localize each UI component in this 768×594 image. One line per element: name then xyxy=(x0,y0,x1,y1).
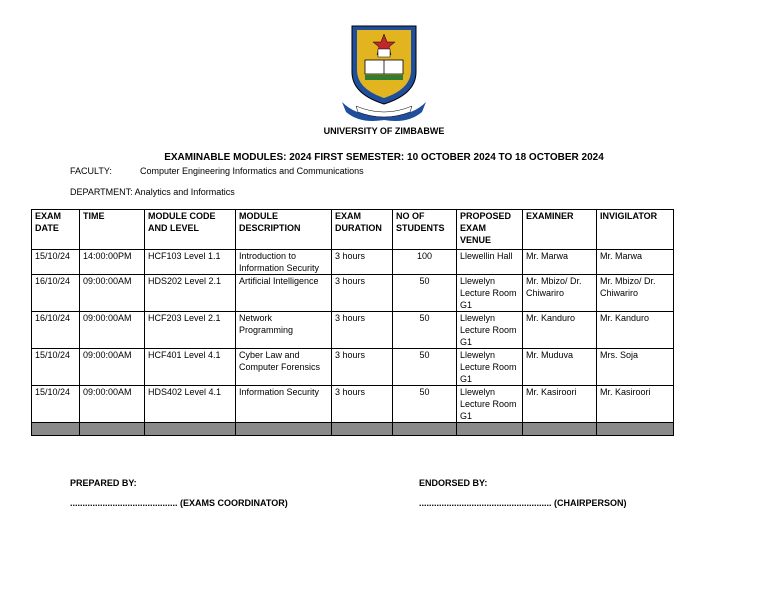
footer-cell xyxy=(236,423,332,436)
students-cell: 50 xyxy=(393,386,457,423)
exam-date-cell: 15/10/24 xyxy=(32,386,80,423)
module-description-cell: Network Programming xyxy=(236,312,332,349)
table-row xyxy=(32,386,674,423)
students-cell: 50 xyxy=(393,312,457,349)
page-title: EXAMINABLE MODULES: 2024 FIRST SEMESTER: 10 OCTOBER 2024 TO 18 OCTOBER 2024 xyxy=(164,152,604,163)
exam-date-cell: 15/10/24 xyxy=(32,250,80,275)
venue-cell: Llewelyn Lecture Room G1 xyxy=(457,386,523,423)
time-cell: 09:00:00AM xyxy=(80,275,145,312)
duration-cell: 3 hours xyxy=(332,250,393,275)
endorsed-by-label: ENDORSED BY: xyxy=(419,478,488,488)
students-cell: 50 xyxy=(393,349,457,386)
duration-cell: 3 hours xyxy=(332,312,393,349)
column-header: INVIGILATOR xyxy=(597,210,674,250)
column-header: TIME xyxy=(80,210,145,250)
table-row xyxy=(32,250,674,275)
column-header: NO OF STUDENTS xyxy=(393,210,457,250)
column-header: EXAM DATE xyxy=(32,210,80,250)
invigilator-cell: Mr. Mbizo/ Dr. Chiwariro xyxy=(597,275,674,312)
table-row xyxy=(32,312,674,349)
invigilator-cell: Mrs. Soja xyxy=(597,349,674,386)
table-row xyxy=(32,349,674,386)
module-code-cell: HDS402 Level 4.1 xyxy=(145,386,236,423)
table-row xyxy=(32,275,674,312)
venue-cell: Llewelyn Lecture Room G1 xyxy=(457,275,523,312)
students-cell: 100 xyxy=(393,250,457,275)
department-line: DEPARTMENT: Analytics and Informatics xyxy=(70,187,235,197)
exam-schedule-table xyxy=(31,209,674,436)
examiner-cell: Mr. Mbizo/ Dr. Chiwariro xyxy=(523,275,597,312)
time-cell: 09:00:00AM xyxy=(80,386,145,423)
time-cell: 09:00:00AM xyxy=(80,349,145,386)
examiner-cell: Mr. Muduva xyxy=(523,349,597,386)
invigilator-cell: Mr. Kanduro xyxy=(597,312,674,349)
column-header: EXAM DURATION xyxy=(332,210,393,250)
endorsed-by-signature-line: ..................................................... (CHAIRPERSON) xyxy=(419,498,627,508)
time-cell: 14:00:00PM xyxy=(80,250,145,275)
prepared-by-signature-line: ........................................... (EXAMS COORDINATOR) xyxy=(70,498,288,508)
module-description-cell: Introduction to Information Security xyxy=(236,250,332,275)
module-description-cell: Cyber Law and Computer Forensics xyxy=(236,349,332,386)
column-header: MODULE DESCRIPTION xyxy=(236,210,332,250)
module-code-cell: HCF103 Level 1.1 xyxy=(145,250,236,275)
footer-cell xyxy=(145,423,236,436)
exam-date-cell: 16/10/24 xyxy=(32,312,80,349)
university-crest-icon xyxy=(338,22,430,122)
footer-cell xyxy=(332,423,393,436)
students-cell: 50 xyxy=(393,275,457,312)
time-cell: 09:00:00AM xyxy=(80,312,145,349)
table-footer-row xyxy=(32,423,674,436)
examiner-cell: Mr. Marwa xyxy=(523,250,597,275)
university-name: UNIVERSITY OF ZIMBABWE xyxy=(323,126,445,136)
footer-cell xyxy=(523,423,597,436)
examiner-cell: Mr. Kasiroori xyxy=(523,386,597,423)
prepared-by-label: PREPARED BY: xyxy=(70,478,137,488)
table-header-row xyxy=(32,210,674,250)
footer-cell xyxy=(457,423,523,436)
faculty-line xyxy=(70,166,364,176)
examiner-cell: Mr. Kanduro xyxy=(523,312,597,349)
column-header: EXAMINER xyxy=(523,210,597,250)
module-code-cell: HCF203 Level 2.1 xyxy=(145,312,236,349)
invigilator-cell: Mr. Kasiroori xyxy=(597,386,674,423)
module-description-cell: Artificial Intelligence xyxy=(236,275,332,312)
duration-cell: 3 hours xyxy=(332,386,393,423)
column-header: MODULE CODE AND LEVEL xyxy=(145,210,236,250)
footer-cell xyxy=(32,423,80,436)
exam-date-cell: 16/10/24 xyxy=(32,275,80,312)
module-code-cell: HDS202 Level 2.1 xyxy=(145,275,236,312)
invigilator-cell: Mr. Marwa xyxy=(597,250,674,275)
venue-cell: Llewellin Hall xyxy=(457,250,523,275)
column-header: PROPOSED EXAM VENUE xyxy=(457,210,523,250)
duration-cell: 3 hours xyxy=(332,349,393,386)
exam-date-cell: 15/10/24 xyxy=(32,349,80,386)
faculty-value: Computer Engineering Informatics and Communications xyxy=(140,166,364,176)
footer-cell xyxy=(80,423,145,436)
module-code-cell: HCF401 Level 4.1 xyxy=(145,349,236,386)
faculty-label: FACULTY: xyxy=(70,166,112,176)
footer-cell xyxy=(597,423,674,436)
venue-cell: Llewelyn Lecture Room G1 xyxy=(457,349,523,386)
duration-cell: 3 hours xyxy=(332,275,393,312)
venue-cell: Llewelyn Lecture Room G1 xyxy=(457,312,523,349)
module-description-cell: Information Security xyxy=(236,386,332,423)
footer-cell xyxy=(393,423,457,436)
